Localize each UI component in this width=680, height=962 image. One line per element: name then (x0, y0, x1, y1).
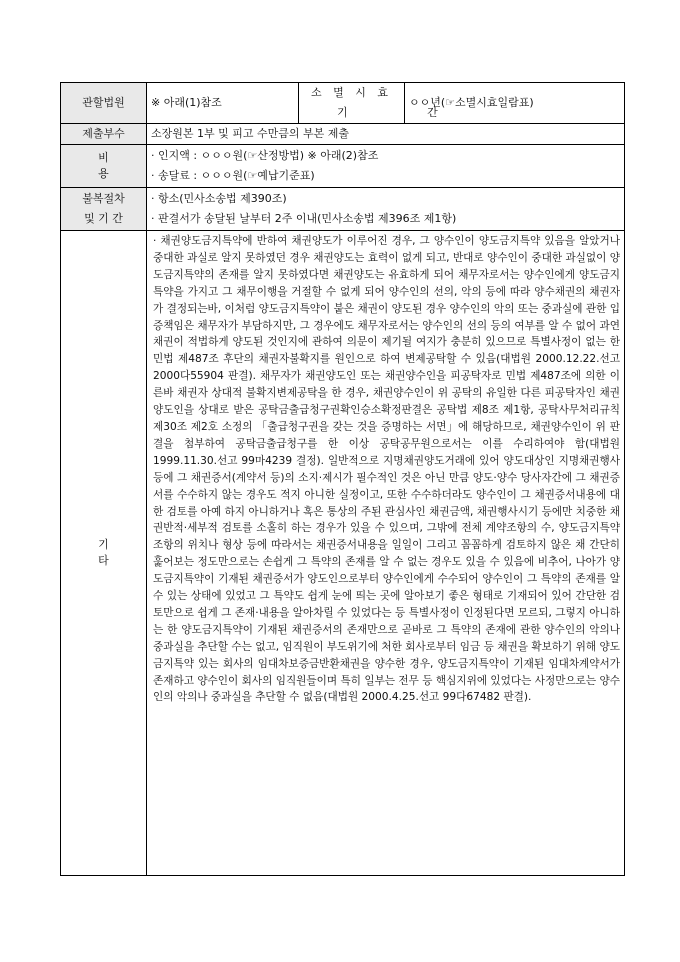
row-court (61, 83, 625, 124)
court-label: 관할법원 (61, 83, 147, 124)
submission-label: 제출부수 (61, 124, 147, 145)
cost-line-service: · 송달료 : ㅇㅇㅇ원(☞예납기준표) (151, 169, 315, 182)
prescription-label-bottom: 기 간 (337, 106, 476, 119)
cost-line-stamp: · 인지액 : ㅇㅇㅇ원(☞산정방법) ※ 아래(2)참조 (151, 149, 379, 162)
appeal-line-period: · 판결서가 송달된 날부터 2주 이내(민사소송법 제396조 제1항) (151, 212, 457, 225)
cost-label: 비 용 (61, 145, 147, 188)
other-label: 기 타 (61, 231, 147, 876)
row-appeal (61, 188, 625, 231)
prescription-label-top: 소 멸 시 효 (311, 86, 392, 99)
appeal-label-bottom: 및 기 간 (84, 212, 123, 225)
row-cost (61, 145, 625, 188)
appeal-label (61, 188, 147, 231)
appeal-value (147, 188, 625, 231)
case-info-table (60, 82, 625, 876)
cost-value (147, 145, 625, 188)
prescription-value: ㅇㅇ년(☞소멸시효일람표) (405, 83, 625, 124)
other-value: · 채권양도금지특약에 반하여 채권양도가 이루어진 경우, 그 양수인이 양도금지특약 있음을 알았거나 중대한 과실로 알지 못하였던 경우 채권양도는 효력이 없게 되고, 반대로 양수인이 중대한 과실없이 양도금지특약의 존재를 알지 못하였다면 채권양도는 유효하게 되어 채무자로서는 양수인에게 양도금지특약을 가지고 그 채무이행을 거절할 수 없게 되어 양수인의 선의, 악의 등에 따라 양수채권의 채권자가 결정되는바, 이처럼 양도금지특약이 붙은 채권이 양도된 경우 양수인의 악의 또는 중과실에 관한 입증책임은 채무자가 부담하지만, 그 경우에도 채무자로서는 양수인의 선의 등의 여부를 알 수 없어 과연 채권이 적법하게 양도된 것인지에 관하여 의문이 제기될 여지가 충분히 있으므로 특별사정이 없는 한 민법 제487조 후단의 채권자불확지를 원인으로 하여 변제공탁할 수 있음(대법원 2000.12.22.선고 2000다55904 판결). 채무자가 채권양도인 또는 채권양수인을 피공탁자로 민법 제487조에 의한 이른바 채권자 상대적 불확지변제공탁을 한 경우, 채권양수인이 위 공탁의 유일한 다른 피공탁자인 채권양도인을 상대로 받은 공탁금출급청구권확인승소확정판결은 공탁법 제8조 제1항, 공탁사무처리규칙 제30조 제2호 소정의 「출급청구권을 갖는 것을 증명하는 서면」에 해당하므로, 채권양수인이 위 판결을 첨부하여 공탁금출급청구를 한 이상 공탁공무원으로서는 이를 수리하여야 함(대법원 1999.11.30.선고 99마4239 결정). 일반적으로 지명채권양도거래에 있어 양도대상인 지명채권행사 등에 그 채권증서(계약서 등)의 소지·제시가 필수적인 것은 아닌 만큼 양도·양수 당사자간에 그 채권증서를 수수하지 않는 경우도 적지 아니한 실정이고, 또한 수수하더라도 양수인이 그 채권증서내용에 대한 검토를 아예 하지 아니하거나 혹은 통상의 주된 관심사인 채권금액, 채권행사시기 등에만 치중한 채권반적·세부적 검토를 소홀히 하는 경우가 있을 수 있으며, 그밖에 전체 계약조항의 수, 양도금지특약조항의 위치나 형상 등에 따라서는 채권증서내용을 일일이 그리고 꼼꼼하게 검토하지 않은 채 간단히 훑어보는 정도만으로는 손쉽게 그 특약의 존재를 알 수 없는 경우도 있을 수 있음에 비추어, 나아가 양도금지특약이 기재된 채권증서가 양도인으로부터 양수인에게 수수되어 양수인이 그 특약의 존재를 알 수 있는 상태에 있었고 그 특약도 쉽게 눈에 띄는 곳에 알아보기 좋은 형태로 기재되어 있어 간단한 검토만으로 쉽게 그 존재·내용을 알아차릴 수 있었다는 등 특별사정이 인정된다면 모르되, 그렇지 아니하는 한 양도금지특약이 기재된 채권증서의 존재만으로 곧바로 그 특약의 존재에 관한 양수인의 악의나 중과실을 추단할 수는 없고, 임직원이 부도위기에 처한 회사로부터 임금 등 채권을 확보하기 위해 양도금지특약 있는 회사의 임대차보증금반환채권을 양수한 경우, 양도금지특약이 기재된 임대차계약서가 존재하고 양수인이 회사의 임직원들이며 특히 일부는 전무 등 핵심지위에 있었다는 사정만으로는 양수인의 악의나 중과실을 추단할 수 없음(대법원 2000.4.25.선고 99다67482 판결). (147, 231, 625, 876)
row-other (61, 231, 625, 876)
court-value: ※ 아래(1)참조 (147, 83, 299, 124)
appeal-line-method: · 항소(민사소송법 제390조) (151, 192, 287, 205)
appeal-label-top: 불복절차 (82, 192, 125, 205)
case-info-sheet (60, 82, 624, 876)
row-submission (61, 124, 625, 145)
submission-value: 소장원본 1부 및 피고 수만큼의 부본 제출 (147, 124, 625, 145)
